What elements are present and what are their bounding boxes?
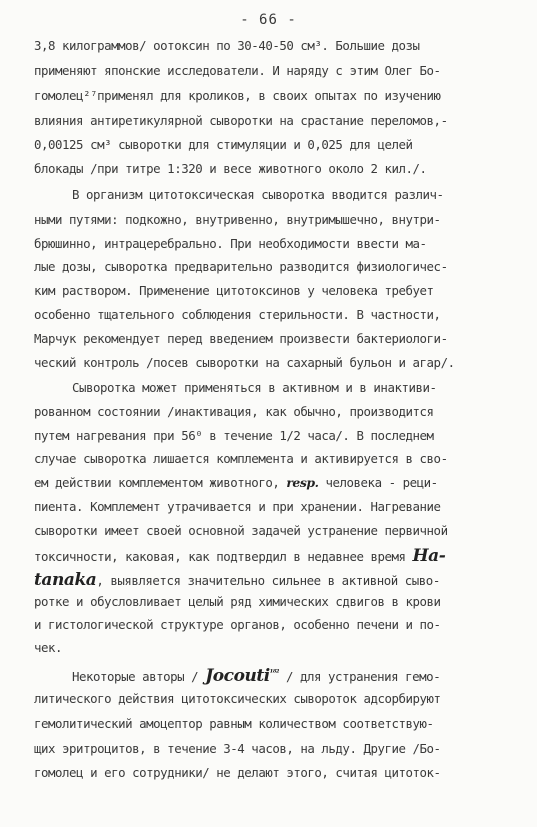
text-line: ким раствором. Применение цитотоксинов у человека требует bbox=[34, 283, 434, 298]
text-line bbox=[72, 666, 537, 686]
text-segment: , выявляется значительно сильнее в активной сыво- bbox=[96, 573, 440, 588]
handwritten-reference-number: ¹⁸² bbox=[269, 667, 279, 677]
text-line: рованном состоянии /инактивация, как обычно, производится bbox=[34, 404, 434, 419]
text-line: случае сыворотка лишается комплемента и активируется в сво- bbox=[34, 451, 448, 466]
text-line: и гистологической структуре органов, особенно печени и по- bbox=[34, 617, 441, 632]
text-line: чек. bbox=[34, 640, 63, 655]
text-line: гомолец²⁷применял для кроликов, в своих опытах по изучению bbox=[34, 88, 441, 103]
text-line: особенно тщательного соблюдения стерильности. В частности, bbox=[34, 307, 441, 322]
text-line: 0,00125 см³ сыворотки для стимуляции и 0,025 для целей bbox=[34, 137, 413, 152]
text-line: 3,8 килограммов/ оотоксин по 30-40-50 см³. Большие дозы bbox=[34, 38, 420, 53]
text-line: сыворотки имеет своей основной задачей устранение первичной bbox=[34, 523, 448, 538]
text-line: литического действия цитотоксических сывороток адсорбируют bbox=[34, 691, 441, 706]
text-line: Марчук рекомендует перед введением произвести бактериологи- bbox=[34, 331, 448, 346]
text-line: пиента. Комплемент утрачивается и при хранении. Нагревание bbox=[34, 499, 441, 514]
text-line: В организм цитотоксическая сыворотка вводится различ- bbox=[72, 187, 444, 202]
text-line bbox=[34, 546, 514, 566]
text-line: блокады /при титре 1:320 и весе животного около 2 кил./. bbox=[34, 161, 427, 176]
text-line: щих эритроцитов, в течение 3-4 часов, на льду. Другие /Бо- bbox=[34, 741, 441, 756]
handwritten-hatanaka-part2: tanaka bbox=[34, 570, 97, 590]
text-line: лые дозы, сыворотка предварительно разводится физиологичес- bbox=[34, 259, 448, 274]
text-line: брюшинно, интрацеребрально. При необходимости ввести ма- bbox=[34, 236, 427, 251]
text-line: гомолец и его сотрудники/ не делают этого, считая цитоток- bbox=[34, 765, 441, 780]
text-line: применяют японские исследователи. И наряду с этим Олег Бо- bbox=[34, 63, 441, 78]
handwritten-resp: resp. bbox=[286, 475, 319, 490]
text-segment: человека - реци- bbox=[325, 475, 438, 490]
handwritten-jocouti: Jocouti bbox=[205, 666, 270, 686]
text-line: путем нагревания при 56⁰ в течение 1/2 часа/. В последнем bbox=[34, 428, 434, 443]
text-segment: ем действии комплементом животного, bbox=[34, 475, 280, 490]
text-line bbox=[34, 570, 514, 590]
text-line: ческий контроль /посев сыворотки на сахарный бульон и агар/. bbox=[34, 355, 455, 370]
text-line bbox=[34, 475, 514, 490]
text-line: Сыворотка может применяться в активном и в инактиви- bbox=[72, 380, 437, 395]
text-segment: Некоторые авторы / bbox=[72, 669, 199, 684]
text-line: гемолитический амоцептор равным количеством соответствую- bbox=[34, 716, 434, 731]
text-line: ными путями: подкожно, внутривенно, внутримышечно, внутри- bbox=[34, 212, 441, 227]
text-line: ротке и обусловливает целый ряд химических сдвигов в крови bbox=[34, 594, 441, 609]
text-line: влияния антиретикулярной сыворотки на срастание переломов,- bbox=[34, 113, 448, 128]
text-segment: токсичности, каковая, как подтвердил в недавнее время bbox=[34, 549, 406, 564]
page-number: - 66 - bbox=[240, 12, 297, 28]
handwritten-hatanaka-part1: Ha- bbox=[412, 546, 446, 566]
text-segment: / для устранения гемо- bbox=[285, 669, 441, 684]
